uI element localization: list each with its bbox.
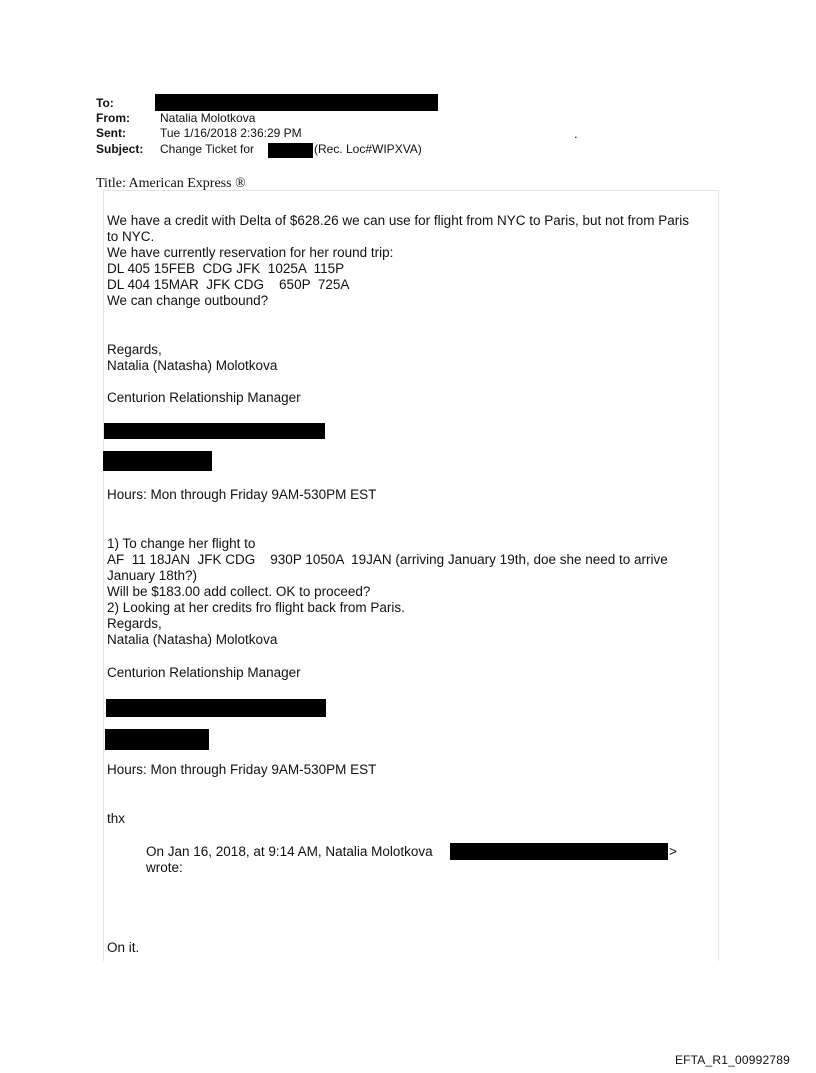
msg1-regards: Regards, bbox=[107, 342, 162, 357]
msg2-role: Centurion Relationship Manager bbox=[107, 665, 301, 680]
to-label: To: bbox=[96, 96, 114, 110]
msg1-line6: We can change outbound? bbox=[107, 293, 269, 308]
reply-thx: thx bbox=[107, 811, 126, 826]
msg1-line3: We have currently reservation for her round trip: bbox=[107, 245, 394, 260]
msg2-name: Natalia (Natasha) Molotkova bbox=[107, 632, 278, 647]
redaction-contact-1b bbox=[103, 451, 212, 471]
msg2-line2: AF 11 18JAN JFK CDG 930P 1050A 19JAN (arriving January 19th, doe she need to arrive bbox=[107, 552, 668, 567]
stray-dot: . bbox=[574, 126, 578, 141]
sent-label: Sent: bbox=[96, 126, 126, 140]
title-line: Title: American Express ® bbox=[96, 176, 246, 191]
msg2-line3: January 18th?) bbox=[107, 568, 198, 583]
msg1-line1: We have a credit with Delta of $628.26 we can use for flight from NYC to Paris, but not from Paris bbox=[107, 213, 690, 228]
msg1-role: Centurion Relationship Manager bbox=[107, 390, 301, 405]
sent-value: Tue 1/16/2018 2:36:29 PM bbox=[160, 126, 302, 140]
msg2-line4: Will be $183.00 add collect. OK to proceed? bbox=[107, 584, 371, 599]
reply-on-it: On it. bbox=[107, 940, 140, 955]
msg2-hours: Hours: Mon through Friday 9AM-530PM EST bbox=[107, 762, 377, 777]
msg1-name: Natalia (Natasha) Molotkova bbox=[107, 358, 278, 373]
redaction-contact-2b bbox=[105, 729, 209, 750]
redaction-email bbox=[450, 843, 668, 860]
msg1-line2: to NYC. bbox=[107, 229, 155, 244]
from-value: Natalia Molotkova bbox=[160, 111, 256, 125]
msg2-regards: Regards, bbox=[107, 616, 162, 631]
msg1-line4: DL 405 15FEB CDG JFK 1025A 115P bbox=[107, 261, 345, 276]
msg2-line5: 2) Looking at her credits fro flight back from Paris. bbox=[107, 600, 405, 615]
quote-line1: On Jan 16, 2018, at 9:14 AM, Natalia Molotkova bbox=[146, 844, 433, 859]
from-label: From: bbox=[96, 111, 130, 125]
redaction-contact-1a bbox=[104, 423, 325, 439]
msg1-line5: DL 404 15MAR JFK CDG 650P 725A bbox=[107, 277, 350, 292]
subject-label: Subject: bbox=[96, 142, 144, 156]
subject-prefix: Change Ticket for bbox=[160, 142, 255, 156]
subject-suffix: (Rec. Loc#WIPXVA) bbox=[314, 142, 422, 156]
redaction-contact-2a bbox=[106, 699, 326, 717]
document-id: EFTA_R1_00992789 bbox=[674, 1053, 790, 1067]
quote-line1-suffix: > bbox=[669, 844, 677, 859]
redaction-to bbox=[155, 94, 438, 111]
redaction-subject bbox=[268, 143, 313, 158]
msg1-hours: Hours: Mon through Friday 9AM-530PM EST bbox=[107, 487, 377, 502]
quote-line2: wrote: bbox=[146, 860, 183, 875]
msg2-line1: 1) To change her flight to bbox=[107, 536, 256, 551]
